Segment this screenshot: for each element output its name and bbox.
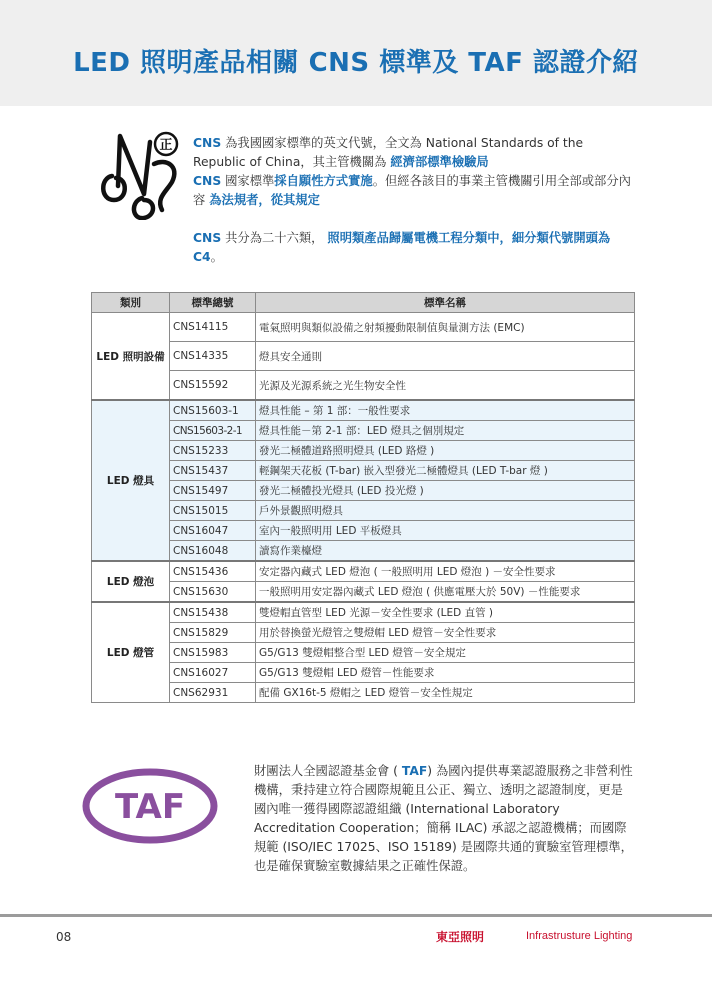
brand-subtitle: Infrastrusture Lighting: [526, 930, 633, 942]
p2-run: CNS: [193, 174, 222, 188]
cns-intro-paragraph-1: [193, 134, 633, 172]
table-row: [92, 643, 635, 663]
table-row: [92, 400, 635, 421]
p3-run: 照明類產品歸屬電機工程分類中，細分類代號開頭為 C4: [193, 231, 611, 264]
p1-run: CNS: [193, 136, 222, 150]
standard-code-cell: CNS16048: [170, 541, 256, 562]
standard-code-cell: CNS15983: [170, 643, 256, 663]
category-cell: LED 燈管: [92, 602, 170, 703]
header-category: 類別: [92, 293, 170, 313]
p3-run: 共分為二十六類，: [221, 231, 328, 245]
standard-code-cell: CNS15592: [170, 371, 256, 401]
standard-name-cell: 室內一般照明用 LED 平板燈具: [256, 521, 635, 541]
taf-paragraph: [254, 762, 634, 876]
p1-run: 經濟部標準檢驗局: [390, 155, 489, 169]
category-cell: LED 燈泡: [92, 561, 170, 602]
standard-name-cell: 燈具安全通則: [256, 342, 635, 371]
footer-divider: [0, 914, 712, 917]
standard-code-cell: CNS16027: [170, 663, 256, 683]
p3-run: 。: [210, 250, 223, 264]
table-row: [92, 663, 635, 683]
cns-intro-paragraph-2: [193, 172, 633, 210]
taf-logo-icon: [82, 766, 218, 846]
table-row: [92, 461, 635, 481]
p2-run: 為法規者，從其規定: [209, 193, 320, 207]
standard-name-cell: 雙燈帽直管型 LED 光源－安全性要求 (LED 直管 ): [256, 602, 635, 623]
table-row: [92, 602, 635, 623]
standard-name-cell: G5/G13 雙燈帽 LED 燈管－性能要求: [256, 663, 635, 683]
table-row: [92, 441, 635, 461]
standard-code-cell: CNS14335: [170, 342, 256, 371]
cns-standards-table: [91, 292, 635, 703]
table-row: [92, 582, 635, 603]
standard-code-cell: CNS15015: [170, 501, 256, 521]
standard-name-cell: 燈具性能 – 第 1 部：一般性要求: [256, 400, 635, 421]
header-name: 標準名稱: [256, 293, 635, 313]
standard-code-cell: CNS15233: [170, 441, 256, 461]
p2-run: 採自願性方式實施: [274, 174, 373, 188]
standard-code-cell: CNS15438: [170, 602, 256, 623]
taf-p-run: ) 為國內提供專業認證服務之非營利性機構，秉持建立符合國際規範且公正、獨立、透明之認證制度，更是國內唯一獲得國際認證組織 (International Laboratory Accreditation Cooperation；簡稱 ILAC) 承認之認證機構；而國際規範 (ISO/IEC 17025、ISO 15189) 是國際共通的實驗室管理標準，也是確保實驗室數據結果之正確性保證。: [254, 764, 633, 873]
standard-name-cell: G5/G13 雙燈帽整合型 LED 燈管－安全規定: [256, 643, 635, 663]
cns-mark-icon: [98, 128, 188, 220]
table-row: [92, 683, 635, 703]
standard-name-cell: 電氣照明與類似設備之射頻擾動限制值與量測方法 (EMC): [256, 313, 635, 342]
taf-logo-text: TAF: [114, 787, 186, 827]
standard-code-cell: CNS62931: [170, 683, 256, 703]
table-row: [92, 623, 635, 643]
standard-name-cell: 發光二極體道路照明燈具 (LED 路燈 ): [256, 441, 635, 461]
taf-p-run: 財團法人全國認證基金會 (: [254, 764, 402, 778]
standard-name-cell: 安定器內藏式 LED 燈泡 ( 一般照明用 LED 燈泡 ) －安全性要求: [256, 561, 635, 582]
table-row: [92, 501, 635, 521]
standard-name-cell: 發光二極體投光燈具 (LED 投光燈 ): [256, 481, 635, 501]
standard-code-cell: CNS15603-1: [170, 400, 256, 421]
standard-name-cell: 燈具性能－第 2-1 部：LED 燈具之個別規定: [256, 421, 635, 441]
brand-name: 東亞照明: [436, 930, 485, 944]
taf-p-run: TAF: [401, 764, 428, 778]
standard-name-cell: 配備 GX16t-5 燈帽之 LED 燈管－安全性規定: [256, 683, 635, 703]
table-row: [92, 313, 635, 342]
table-row: [92, 481, 635, 501]
cns-intro: [193, 134, 633, 267]
table-row: [92, 421, 635, 441]
standard-name-cell: 光源及光源系統之光生物安全性: [256, 371, 635, 401]
standard-name-cell: 用於替換螢光燈管之雙燈帽 LED 燈管－安全性要求: [256, 623, 635, 643]
standard-code-cell: CNS15603-2-1: [170, 421, 256, 441]
category-cell: LED 燈具: [92, 400, 170, 561]
standard-name-cell: 輕鋼架天花板 (T-bar) 嵌入型發光二極體燈具 (LED T-bar 燈 ): [256, 461, 635, 481]
taf-description: [254, 762, 634, 876]
table-row: [92, 521, 635, 541]
standard-code-cell: CNS15630: [170, 582, 256, 603]
table-row: [92, 541, 635, 562]
cns-mark-glyph: 正: [159, 138, 173, 153]
standard-name-cell: 讀寫作業檯燈: [256, 541, 635, 562]
header-code: 標準總號: [170, 293, 256, 313]
table-row: [92, 561, 635, 582]
standard-code-cell: CNS15829: [170, 623, 256, 643]
standard-code-cell: CNS14115: [170, 313, 256, 342]
cns-intro-paragraph-3: [193, 229, 633, 267]
p2-run: 。但經各該目的事業主管機關引用全部或部分內容: [193, 174, 631, 207]
table-row: [92, 371, 635, 401]
standard-name-cell: 戶外景觀照明燈具: [256, 501, 635, 521]
standard-code-cell: CNS15437: [170, 461, 256, 481]
standard-code-cell: CNS15436: [170, 561, 256, 582]
standard-name-cell: 一般照明用安定器內藏式 LED 燈泡 ( 供應電壓大於 50V) －性能要求: [256, 582, 635, 603]
table-row: [92, 342, 635, 371]
page-number: 08: [56, 930, 72, 944]
standard-code-cell: CNS15497: [170, 481, 256, 501]
category-cell: LED 照明設備: [92, 313, 170, 401]
p1-run: 為我國國家標準的英文代號，全文為 National Standards of the Republic of China，其主管機關為: [193, 136, 584, 169]
table-header-row: [92, 293, 635, 313]
page-title: LED 照明產品相關 CNS 標準及 TAF 認證介紹: [73, 48, 639, 78]
standard-code-cell: CNS16047: [170, 521, 256, 541]
p2-run: 國家標準: [221, 174, 275, 188]
p3-run: CNS: [193, 231, 222, 245]
